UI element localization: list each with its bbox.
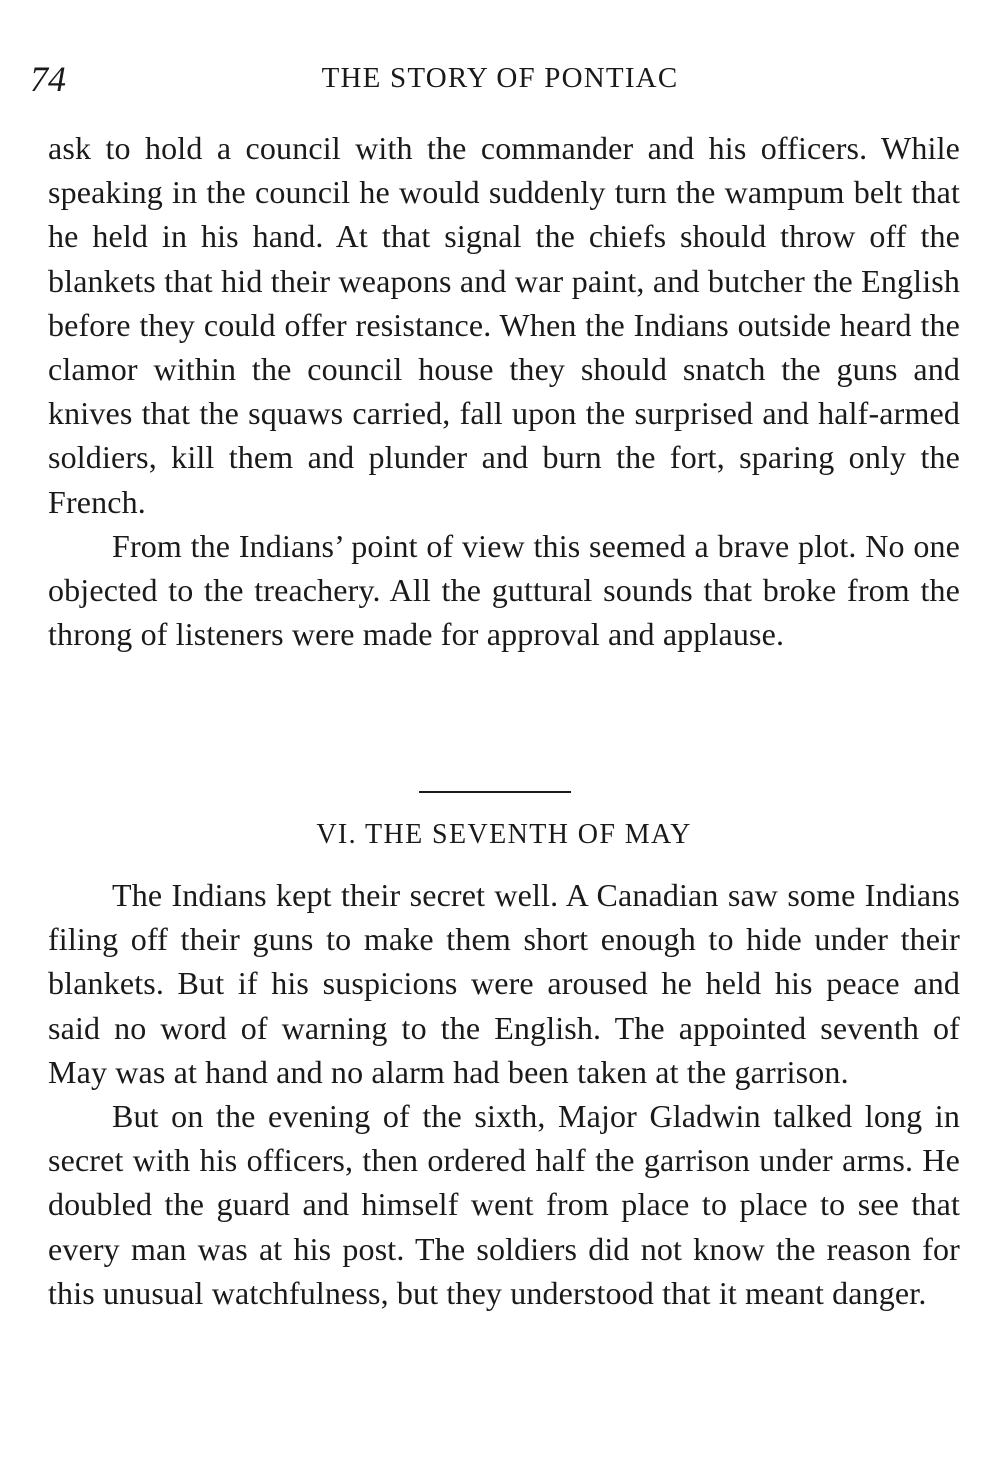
- section-heading: VI. THE SEVENTH OF MAY: [316, 819, 692, 850]
- running-title: THE STORY OF PONTIAC: [321, 62, 679, 94]
- page-number: 74: [30, 59, 66, 99]
- paragraph-continued: ask to hold a council with the commander and his officers. While speaking in the council he would suddenly turn the wampum belt that he held in his hand. At that signal the chiefs should throw off the blankets that hid their weapons and war paint, and butcher the English before they could offer resistance. When the Indians outside heard the clamor within the council house they should snatch the guns and knives that the squaws carried, fall upon the surprised and half-armed soldiers, kill them and plunder and burn the fort, sparing only the French.: [48, 130, 960, 520]
- section-divider: [419, 791, 571, 793]
- text-block-before-section: [48, 126, 960, 656]
- paragraph: But on the evening of the sixth, Major Gladwin talked long in secret with his officers, then ordered half the garrison under arms. He doubled the guard and himself went from place to place to see that every man was at his post. The soldiers did not know the reason for this unusual watchfulness, but they understood that it meant danger.: [48, 1098, 960, 1311]
- paragraph: The Indians kept their secret well. A Canadian saw some Indians filing off their guns to make them short enough to hide under their blankets. But if his suspicions were aroused he held his peace and said no word of warning to the English. The appointed seventh of May was at hand and no alarm had been taken at the garrison.: [48, 877, 960, 1090]
- text-block-after-section: [48, 873, 960, 1315]
- paragraph: From the Indians’ point of view this seemed a brave plot. No one objected to the treachery. All the guttural sounds that broke from the throng of listeners were made for approval and applause.: [48, 527, 960, 653]
- running-head: [30, 52, 970, 102]
